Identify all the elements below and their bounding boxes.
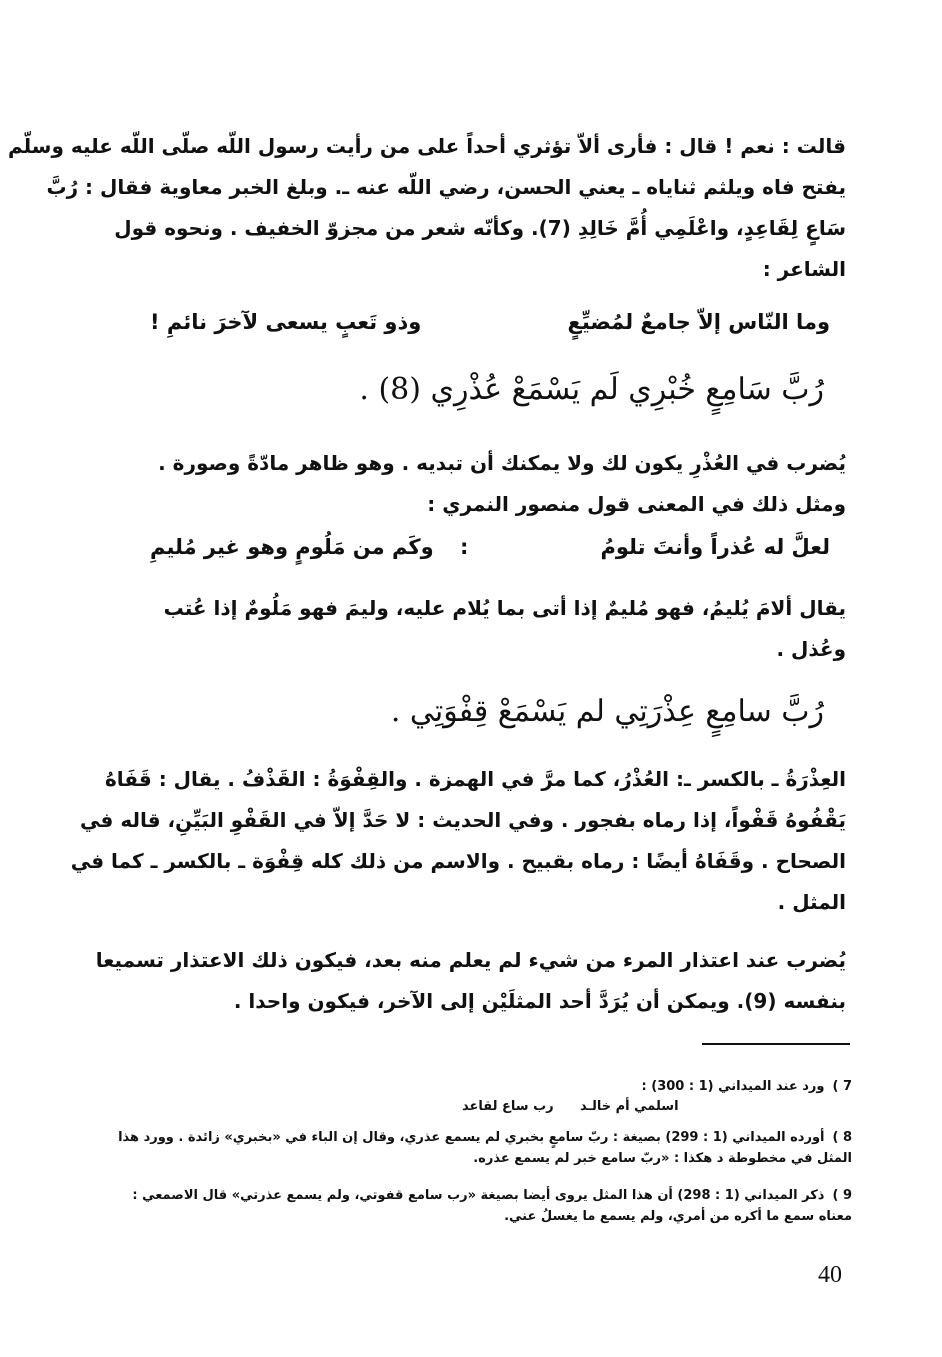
verse-hemistich-second: وذو تَعبٍ يسعى لآخرَ نائمِ !: [150, 310, 422, 334]
text-line: بنفسه (9). ويمكن أن يُرَدَّ أحد المثلَيْن إلى الآخر، فيكون واحدا .: [233, 989, 846, 1013]
text-line: يُضرب عند اعتذار المرء من شيء لم يعلم منه بعد، فيكون ذلك الاعتذار تسميعا: [95, 948, 846, 972]
text-line: الصحاح . وقَفَاهُ أيضًا : رماه بقبيح . والاسم من ذلك كله قِفْوَة ـ بالكسر ـ كما في: [70, 849, 846, 873]
footnote-text: أورده الميداني (1 : 299) بصيغة : ربّ سامعٍ بخبري لم يسمع عذري، وقال إن الباء في «بخبري» زائدة . وورد هذا المثل في مخطوطة د هكذا : «ربّ سامع خبر لم يسمع عذره.: [118, 1130, 852, 1166]
footnote-divider: [702, 1043, 850, 1045]
text-line: الشاعر :: [762, 257, 846, 281]
text-line: سَاعٍ لِقَاعِدٍ، واعْلَمِي أُمَّ خَالِدِ (7). وكأنّه شعر من مجزوّ الخفيف . ونحوه قول: [114, 216, 846, 240]
paragraph-2: [104, 443, 846, 525]
page-number: 40: [818, 1262, 842, 1288]
text-line: المثل .: [777, 890, 846, 914]
text-line: وعُذل .: [776, 637, 846, 661]
footnote-text: ذكر الميداني (1 : 298) أن هذا المثل يروى أيضا بصيغة «رب سامع قفوتي، ولم يسمع عذرتي» قال الاصمعي : معناه سمع ما أكره من أمري، ولم يسمع ما يغسلُ عني.: [132, 1188, 852, 1224]
text-line: يفتح فاه ويلثم ثناياه ـ يعني الحسن، رضي اللّه عنه ـ. وبلغ الخبر معاوية فقال : رُبَّ: [46, 175, 846, 199]
paragraph-1: [7, 126, 846, 290]
footnote-7-verse-left: اسلمي أم خالـد: [580, 1099, 679, 1114]
text-line: قالت : نعم ! قال : فأرى ألاّ تؤثري أحداً على من رأيت رسول اللّه صلّى اللّه عليه وسلّم: [7, 134, 846, 158]
text-line: يُضرب في العُذْرِ يكون لك ولا يمكنك أن تبديه . وهو ظاهر مادّةً وصورة .: [158, 451, 846, 475]
footnote-number: 8 ): [832, 1130, 852, 1145]
verse-separator: :: [460, 535, 469, 559]
footnote-number: 7 ): [832, 1079, 852, 1094]
paragraph-5: [95, 940, 846, 1022]
verse-hemistich-first: وما النّاس إلاّ جامعٌ لمُضيِّعٍ: [567, 310, 830, 334]
paragraph-4: [70, 759, 846, 923]
verse-hemistich-second: وكَم من مَلُومٍ وهو غير مُليمِ: [150, 535, 434, 559]
proverb-heading-1: رُبَّ سَامِعٍ خُبْرِي لَم يَسْمَعْ عُذْرِي (8) .: [359, 372, 824, 407]
text-line: يَقْفُوهُ قَفْواً، إذا رماه بفجور . وفي الحديث : لا حَدَّ إلاّ في القَفْوِ البَيِّنِ، قاله في: [80, 808, 846, 832]
verse-hemistich-first: لعلَّ له عُذراً وأنتَ تلومُ: [600, 535, 830, 559]
footnote-9: [100, 1185, 852, 1227]
proverb-heading-2: رُبَّ سامِعٍ عِذْرَتِي لم يَسْمَعْ قِفْوَتِي .: [390, 694, 824, 729]
footnote-number: 9 ): [832, 1188, 852, 1203]
footnote-7: [100, 1076, 852, 1097]
footnote-7-verse-right: رب ساع لقاعد: [462, 1099, 554, 1114]
paragraph-3: [104, 588, 846, 670]
text-line: يقال ألامَ يُليمُ، فهو مُليمٌ إذا أتى بما يُلام عليه، وليمَ فهو مَلُومٌ إذا عُتب: [163, 596, 846, 620]
footnote-text: ورد عند الميداني (1 : 300) :: [641, 1079, 825, 1094]
text-line: ومثل ذلك في المعنى قول منصور النمري :: [427, 492, 846, 516]
footnote-8: [100, 1127, 852, 1169]
text-line: العِذْرَةُ ـ بالكسر ـ: العُذْرُ، كما مرَّ في الهمزة . والقِفْوَةُ : القَذْفُ . يقال : قَفَاهُ: [104, 767, 846, 791]
verse-1: [150, 310, 830, 350]
verse-2: [150, 535, 830, 575]
